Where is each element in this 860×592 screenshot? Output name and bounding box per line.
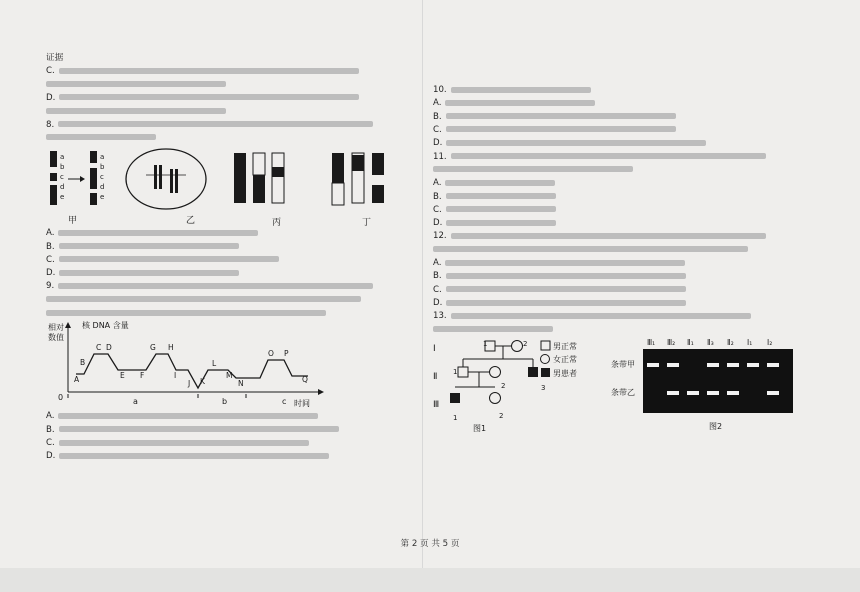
illegible-text-placeholder xyxy=(446,286,686,292)
text-line xyxy=(46,424,422,437)
phase-label: a xyxy=(133,397,138,407)
text-line xyxy=(46,294,422,307)
illegible-text-placeholder xyxy=(451,87,591,93)
y-axis-label: 相对 xyxy=(48,323,64,333)
arrow-head-icon xyxy=(80,176,85,182)
text-line xyxy=(46,437,422,450)
text-line xyxy=(433,191,811,204)
line-label: C. xyxy=(46,438,55,448)
lane-label: Ⅱ₁ xyxy=(687,337,694,347)
illegible-text-placeholder xyxy=(446,206,556,212)
text-line xyxy=(433,137,811,150)
gel-band-jia xyxy=(667,363,679,367)
text-line xyxy=(433,164,811,177)
text-line xyxy=(46,307,422,320)
line-label: 12. xyxy=(433,231,447,242)
illegible-text-placeholder xyxy=(58,413,318,419)
line-label: D. xyxy=(46,92,56,103)
chromosome-letter: d xyxy=(100,183,105,192)
generation-label: Ⅲ xyxy=(433,399,440,410)
individual-number: 2 xyxy=(501,381,506,390)
y-axis-arrow-icon xyxy=(65,322,71,328)
text-line xyxy=(433,230,811,243)
line-label: A. xyxy=(433,178,442,189)
line-label: 10. xyxy=(433,85,447,95)
illegible-text-placeholder xyxy=(58,121,373,127)
illegible-text-placeholder xyxy=(46,81,226,87)
illegible-text-placeholder xyxy=(445,260,685,266)
illegible-text-placeholder xyxy=(46,108,226,114)
point-label: J xyxy=(188,379,191,389)
line-label: D. xyxy=(46,451,56,462)
line-label: B. xyxy=(433,271,442,282)
chromosome-letter: a xyxy=(100,153,105,162)
chromosome-bar xyxy=(90,151,97,205)
text-line xyxy=(46,280,422,293)
line-label: D. xyxy=(433,218,443,229)
page-fold-line xyxy=(422,0,423,592)
point-label: M xyxy=(226,371,233,381)
individual-number: 2 xyxy=(523,339,528,348)
illegible-text-placeholder xyxy=(46,296,361,302)
chromosome-segment xyxy=(272,167,284,177)
band-label-yi: 条带乙 xyxy=(611,387,635,397)
lane-label: Ⅲ₂ xyxy=(667,337,676,347)
chromosome-letter: e xyxy=(60,193,65,202)
text-line xyxy=(46,254,422,267)
point-label: F xyxy=(140,371,145,381)
illegible-text-placeholder xyxy=(446,220,556,226)
illegible-text-placeholder xyxy=(59,256,279,262)
illegible-text-placeholder xyxy=(446,273,686,279)
male-affected-symbol xyxy=(450,393,460,403)
illegible-text-placeholder xyxy=(451,233,766,239)
line-label: 8. xyxy=(46,119,55,130)
point-label: D xyxy=(106,343,112,353)
chromosome-in-cell xyxy=(175,169,178,193)
x-axis-label: 时间 xyxy=(294,399,310,409)
illegible-text-placeholder xyxy=(59,94,359,100)
pedigree-and-electrophoresis xyxy=(433,337,811,437)
text-line xyxy=(46,65,422,78)
figure-label-yi: 乙 xyxy=(186,216,196,227)
male-affected-symbol xyxy=(528,367,538,377)
line-label: B. xyxy=(433,191,442,202)
figure-label-bing: 丙 xyxy=(272,218,282,228)
line-label: C. xyxy=(433,204,442,215)
line-label: A. xyxy=(46,411,55,422)
point-label: L xyxy=(212,359,217,369)
point-label: H xyxy=(168,343,174,353)
line-label: B. xyxy=(433,111,442,122)
gel-band-yi xyxy=(767,391,779,395)
chromosome-segment xyxy=(253,175,265,203)
illegible-text-placeholder xyxy=(446,113,676,119)
text-line xyxy=(433,284,811,297)
chromosome-in-cell xyxy=(170,169,173,193)
chromosome-band xyxy=(90,189,97,193)
gel-band-jia xyxy=(727,363,739,367)
caption-figure-1: 图1 xyxy=(473,423,487,433)
band-label-jia: 条带甲 xyxy=(611,359,635,369)
phase-label: c xyxy=(282,397,287,407)
legend-label: 女正常 xyxy=(553,354,577,364)
lane-label: Ⅲ₁ xyxy=(647,337,656,347)
gel-band-yi xyxy=(667,391,679,395)
chromosome-bar xyxy=(332,153,344,183)
phase-label: b xyxy=(222,397,228,407)
illegible-text-placeholder xyxy=(433,166,633,172)
text-line xyxy=(46,267,422,280)
text-line xyxy=(46,92,422,105)
graph-title: 核 DNA 含量 xyxy=(82,321,129,331)
text-line xyxy=(46,450,422,463)
origin-label: 0 xyxy=(58,393,64,403)
x-axis-arrow-icon xyxy=(318,389,324,395)
illegible-text-placeholder xyxy=(433,326,553,332)
generation-label: Ⅱ xyxy=(433,371,438,382)
illegible-text-placeholder xyxy=(445,100,595,106)
female-normal-symbol xyxy=(490,366,501,377)
female-normal-symbol xyxy=(490,392,501,403)
text-line xyxy=(433,151,811,164)
legend-label: 男患者 xyxy=(553,368,577,378)
text-line xyxy=(433,244,811,257)
illegible-text-placeholder xyxy=(445,180,555,186)
text-line xyxy=(433,217,811,230)
chromosome-segment xyxy=(332,183,344,205)
illegible-text-placeholder xyxy=(446,193,556,199)
point-label: I xyxy=(174,371,177,381)
text-line xyxy=(433,324,811,337)
lane-label: Ⅰ₂ xyxy=(767,337,773,347)
text-line xyxy=(46,132,422,145)
line-label: C. xyxy=(46,254,55,265)
illegible-text-placeholder xyxy=(59,270,239,276)
text-line xyxy=(433,111,811,124)
figure-label-ding: 丁 xyxy=(362,218,372,228)
illegible-text-placeholder xyxy=(59,453,329,459)
chromosome-bar xyxy=(50,151,57,205)
chromosome-band xyxy=(50,167,57,173)
line-label: B. xyxy=(46,424,55,435)
lane-label: Ⅰ₁ xyxy=(747,337,753,347)
line-label: 9. xyxy=(46,281,55,292)
chromosome-segment xyxy=(253,153,265,175)
gel-band-jia xyxy=(647,363,659,367)
lane-label: Ⅱ₃ xyxy=(707,337,714,347)
legend-label: 男正常 xyxy=(553,341,577,351)
text-line xyxy=(46,119,422,132)
line-label: A. xyxy=(46,228,55,239)
caption-figure-2: 图2 xyxy=(709,421,723,431)
individual-number: 1 xyxy=(453,367,458,376)
illegible-text-placeholder xyxy=(58,230,258,236)
point-label: G xyxy=(150,343,156,353)
illegible-text-placeholder xyxy=(433,246,748,252)
chromosome-letter: e xyxy=(100,193,105,202)
chromosome-band xyxy=(90,163,97,168)
legend-female-normal-icon xyxy=(541,354,550,363)
gel-band-yi xyxy=(727,391,739,395)
dna-content-graph xyxy=(46,320,422,410)
gel-background xyxy=(643,349,793,413)
gel-band-jia xyxy=(747,363,759,367)
illegible-text-placeholder xyxy=(446,140,706,146)
illegible-text-placeholder xyxy=(46,134,156,140)
illegible-text-placeholder xyxy=(59,440,309,446)
individual-number: 1 xyxy=(453,413,458,422)
text-line xyxy=(46,410,422,423)
point-label: O xyxy=(268,349,274,359)
line-label: B. xyxy=(46,241,55,252)
point-label: C xyxy=(96,343,102,353)
text-line xyxy=(46,227,422,240)
text-line xyxy=(433,124,811,137)
female-normal-symbol xyxy=(512,340,523,351)
point-label: A xyxy=(74,375,80,385)
gel-band-yi xyxy=(687,391,699,395)
gel-band-jia xyxy=(767,363,779,367)
line-label: C. xyxy=(433,284,442,295)
text-line xyxy=(46,105,422,118)
y-axis-label: 数值 xyxy=(48,333,64,343)
scan-bottom-edge xyxy=(0,568,860,592)
point-label: P xyxy=(284,349,289,359)
chromosome-band xyxy=(50,181,57,185)
legend-male-normal-icon xyxy=(541,341,550,350)
point-label: E xyxy=(120,371,125,381)
illegible-text-placeholder xyxy=(59,243,239,249)
text-line xyxy=(433,310,811,323)
line-label: D. xyxy=(46,268,56,279)
line-label: A. xyxy=(433,98,442,109)
line-label: 11. xyxy=(433,151,447,162)
figure-q8 xyxy=(46,145,422,227)
text-line xyxy=(433,97,811,110)
gel-band-yi xyxy=(707,391,719,395)
gel-band-jia xyxy=(707,363,719,367)
illegible-text-placeholder xyxy=(46,310,326,316)
line-label: 13. xyxy=(433,311,447,322)
chromosome-letter: b xyxy=(100,163,105,172)
chromosome-in-cell xyxy=(159,165,162,189)
illegible-text-placeholder xyxy=(451,153,766,159)
right-column xyxy=(433,84,811,437)
chromosome-letter: c xyxy=(100,173,104,182)
text-line xyxy=(433,177,811,190)
point-label: N xyxy=(238,379,244,389)
chromosome-bar xyxy=(272,153,284,203)
chromosome-letter: d xyxy=(60,183,65,192)
chromosome-in-cell xyxy=(154,165,157,189)
illegible-text-placeholder xyxy=(446,126,676,132)
individual-number: 2 xyxy=(499,411,504,420)
legend-male-affected-icon xyxy=(541,368,550,377)
line-label: D. xyxy=(433,138,443,149)
dna-content-curve xyxy=(76,354,308,388)
figure-label-jia: 甲 xyxy=(68,216,78,227)
point-label: B xyxy=(80,358,86,368)
illegible-text-placeholder xyxy=(59,426,339,432)
text-line xyxy=(433,297,811,310)
point-label: Q xyxy=(302,375,308,385)
illegible-text-placeholder xyxy=(58,283,373,289)
text-line xyxy=(433,84,811,97)
figure-q9 xyxy=(46,320,422,410)
chromosome-variation-figure xyxy=(46,145,422,227)
chromosome-letter: b xyxy=(60,163,65,172)
text-line xyxy=(46,241,422,254)
text-line xyxy=(46,79,422,92)
text-line xyxy=(433,204,811,217)
individual-number: 3 xyxy=(541,383,546,392)
illegible-text-placeholder xyxy=(451,313,751,319)
line-label: 证据 xyxy=(46,53,64,63)
chromosome-band xyxy=(372,175,384,185)
text-line xyxy=(433,270,811,283)
chromosome-bar xyxy=(234,153,246,203)
text-line xyxy=(433,257,811,270)
lane-label: Ⅱ₂ xyxy=(727,337,734,347)
left-column xyxy=(46,52,422,464)
individual-number: 1 xyxy=(483,339,488,348)
cell-outline xyxy=(126,149,206,209)
generation-label: Ⅰ xyxy=(433,343,436,354)
text-line xyxy=(46,52,422,65)
line-label: C. xyxy=(433,124,442,135)
figure-q13 xyxy=(433,337,811,437)
point-label: K xyxy=(200,377,205,387)
chromosome-segment xyxy=(352,155,364,171)
illegible-text-placeholder xyxy=(446,300,686,306)
line-label: A. xyxy=(433,258,442,269)
page-footer: 第 2 页 共 5 页 xyxy=(400,539,460,549)
chromosome-letter: a xyxy=(60,153,65,162)
line-label: D. xyxy=(433,298,443,308)
line-label: C. xyxy=(46,66,55,77)
chromosome-letter: c xyxy=(60,173,64,182)
illegible-text-placeholder xyxy=(59,68,359,74)
male-normal-symbol xyxy=(458,367,468,377)
